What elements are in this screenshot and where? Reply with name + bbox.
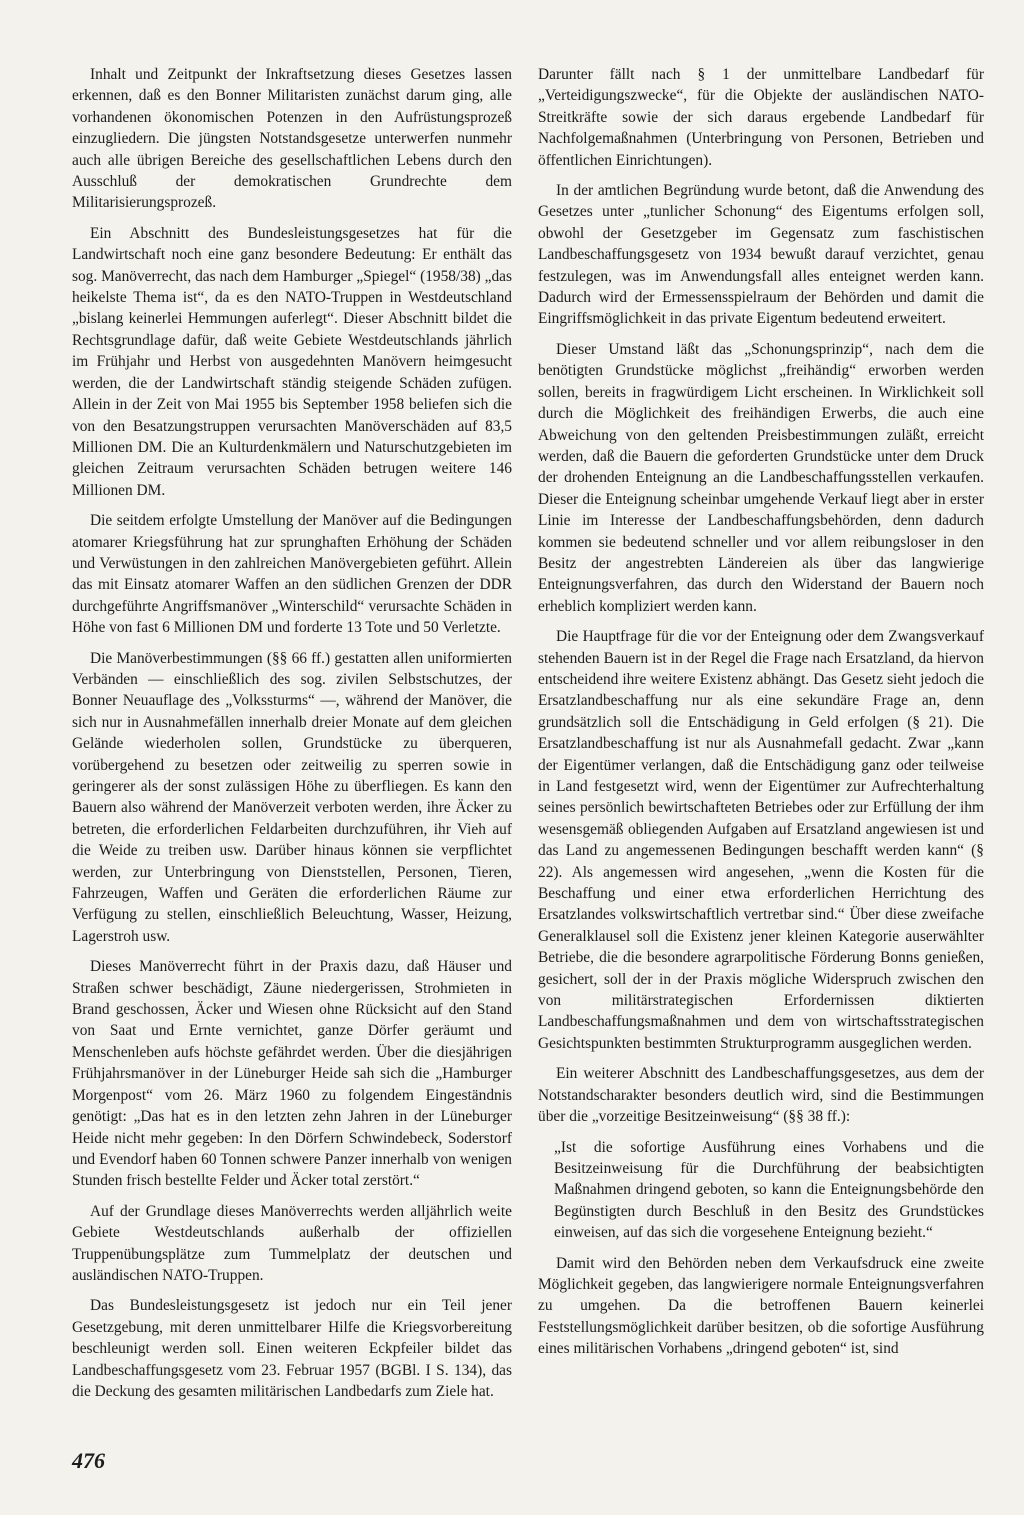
- left-column: [72, 64, 512, 1411]
- page-number: 476: [72, 1448, 105, 1473]
- paragraph: Dieses Manöverrecht führt in der Praxis dazu, daß Häuser und Straßen schwer beschädigt, Zäune niedergerissen, Strohmieten in Brand geschossen, Äcker und Wiesen ohne Rücksicht auf den Stand von Saat und Ernte vernichtet, ganze Dörfer geräumt und Menschenleben aufs höchste gefährdet werden. Über die diesjährigen Frühjahrsmanöver in der Lüneburger Heide sah sich die „Hamburger Morgenpost“ vom 26. März 1960 zu folgendem Eingeständnis genötigt: „Das hat es in den letzten zehn Jahren in der Lüneburger Heide nicht mehr gegeben: In den Dörfern Schwindebeck, Soderstorf und Evendorf haben 60 Tonnen schwere Panzer innerhalb von wenigen Stunden frisch bestellte Felder und Äcker total zerstört.“: [72, 958, 512, 1190]
- paragraph: Die Manöverbestimmungen (§§ 66 ff.) gestatten allen uniformierten Verbänden — einschließlich des sog. zivilen Selbstschutzes, der Bonner Neuauflage des „Volkssturms“ —, während der Manöver, die sich nur in Ausnahmefällen innerhalb dreier Monate auf dem gleichen Gelände wiederholen sollen, Grundstücke zu überqueren, vorübergehend zu besetzen oder zeitweilig zu sperren sowie in geringerer als der sonst zulässigen Höhe zu überfliegen. Es kann den Bauern also während der Manöverzeit verboten werden, ihre Äcker zu betreten, die erforderlichen Feldarbeiten durchzuführen, ihr Vieh auf die Weide zu treiben usw. Darüber hinaus können sie verpflichtet werden, zur Unterbringung von Dienststellen, Personen, Tieren, Fahrzeugen, Waffen und Geräten die erforderlichen Räume zur Verfügung zu stellen, einschließlich Beleuchtung, Wasser, Heizung, Lagerstroh usw.: [72, 649, 512, 945]
- paragraph: Inhalt und Zeitpunkt der Inkraftsetzung dieses Gesetzes lassen erkennen, daß es den Bonner Militaristen zunächst darum ging, alle vorhandenen ökonomischen Potenzen in den Aufrüstungsprozeß einzugliedern. Die jüngsten Notstandsgesetze unterwerfen nunmehr auch alle übrigen Bereiche des gesellschaftlichen Lebens durch den Ausschluß der demokratischen Grundrechte dem Militarisierungsprozeß.: [72, 66, 512, 212]
- paragraph: Die Hauptfrage für die vor der Enteignung oder dem Zwangsverkauf stehenden Bauern ist in der Regel die Frage nach Ersatzland, da hiervon entscheidend ihre weitere Existenz abhängt. Das Gesetz sieht jedoch die Ersatzlandbeschaffung nur als eine sekundäre Frage an, denn grundsätzlich soll die Entschädigung in Geld erfolgen (§ 21). Die Ersatzlandbeschaffung ist nur als Ausnahmefall gedacht. Zwar „kann der Eigentümer verlangen, daß die Entschädigung ganz oder teilweise in Land festgesetzt wird, wenn der Eigentümer zur Aufrechterhaltung seines persönlich bewirtschafteten Betriebes oder zur Erfüllung der ihm wesensgemäß obliegenden Aufgaben auf Ersatzland angewiesen ist und das Land zu angemessenen Bedingungen beschafft werden kann“ (§ 22). Als angemessen wird angesehen, „wenn die Kosten für die Beschaffung und einer etwa erforderlichen Herrichtung des Ersatzlandes volkswirtschaftlich vertretbar sind.“ Über diese zweifache Generalklausel soll die Existenz jener kleinen Kategorie auserwählter Betriebe, die die besondere agrarpolitische Förderung Bonns genießen, gesichert, soll der in der Praxis mögliche Widerspruch zwischen den von militärstrategischen Erfordernissen diktierten Landbeschaffungsmaßnahmen und dem von wirtschaftsstrategischen Gesichtspunkten bestimmten Strukturprogramm ausgeglichen werden.: [538, 628, 984, 1052]
- block-quote: „Ist die sofortige Ausführung eines Vorhabens und die Besitzeinweisung für die Durchführung der beabsichtigten Maßnahmen dringend geboten, so kann die Enteignungsbehörde den Begünstigten durch Beschluß in den Besitz des Grundstückes einweisen, auf das sich die vorgesehene Enteignung bezieht.“: [554, 1138, 984, 1242]
- paragraph: Darunter fällt nach § 1 der unmittelbare Landbedarf für „Verteidigungszwecke“, für die Objekte der ausländischen NATO-Streitkräfte sowie der sich daraus ergebende Landbedarf für Nachfolgemaßnahmen (Unterbringung von Personen, Betrieben und öffentlichen Einrichtungen).: [538, 66, 984, 169]
- paragraph: Auf der Grundlage dieses Manöverrechts werden alljährlich weite Gebiete Westdeutschlands außerhalb der offiziellen Truppenübungsplätze zum Tummelplatz der deutschen und ausländischen NATO-Truppen.: [72, 1202, 512, 1284]
- paragraph: Ein Abschnitt des Bundesleistungsgesetzes hat für die Landwirtschaft noch eine ganz besondere Bedeutung: Er enthält das sog. Manöverrecht, das nach dem Hamburger „Spiegel“ (1958/38) „das heikelste Thema ist“, da es den NATO-Truppen in Westdeutschland „bislang keinerlei Hemmungen auferlegt“. Dieser Abschnitt bildet die Rechtsgrundlage dafür, daß weite Gebiete Westdeutschlands jährlich im Frühjahr und Herbst von ausgedehnten Manövern heimgesucht werden, die der Landwirtschaft ständig steigende Schäden zufügen. Allein in der Zeit von Mai 1955 bis September 1958 beliefen sich die von den Besatzungstruppen verursachten Manöverschäden auf 83,5 Millionen DM. Die an Kulturdenkmälern und Naturschutzgebieten im gleichen Zeitraum verursachten Schäden betrugen weitere 146 Millionen DM.: [72, 224, 512, 499]
- paragraph: In der amtlichen Begründung wurde betont, daß die Anwendung des Gesetzes unter „tunlicher Schonung“ des Eigentums erfolgen soll, obwohl der Gesetzgeber im Gegensatz zum faschistischen Landbeschaffungsgesetz von 1934 bewußt darauf verzichtet, genau festzulegen, was im Anwendungsfall alles enteignet werden kann. Dadurch wird der Ermessensspielraum der Behörden und damit die Eingriffsmöglichkeit in das private Eigentum bedeutend erweitert.: [538, 182, 984, 328]
- right-column: [538, 64, 984, 1369]
- paragraph: Die seitdem erfolgte Umstellung der Manöver auf die Bedingungen atomarer Kriegsführung hat zur sprunghaften Erhöhung der Schäden und Verwüstungen in den zahlreichen Manövergebieten geführt. Allein das mit Einsatz atomarer Waffen an den südlichen Grenzen der DDR durchgeführte Angriffsmanöver „Winterschild“ verursachte Schäden in Höhe von fast 6 Millionen DM und forderte 13 Tote und 50 Verletzte.: [72, 512, 512, 637]
- paragraph: Damit wird den Behörden neben dem Verkaufsdruck eine zweite Möglichkeit gegeben, das langwierigere normale Enteignungsverfahren zu umgehen. Da die betroffenen Bauern keinerlei Feststellungsmöglichkeit darüber besitzen, ob die sofortige Ausführung eines militärischen Vorhabens „dringend geboten“ ist, sind: [538, 1254, 984, 1358]
- paragraph: Das Bundesleistungsgesetz ist jedoch nur ein Teil jener Gesetzgebung, mit deren unmittelbarer Hilfe die Kriegsvorbereitung beschleunigt werden soll. Einen weiteren Eckpfeiler bildet das Landbeschaffungsgesetz vom 23. Februar 1957 (BGBl. I S. 134), das die Deckung des gesamten militärischen Landbedarfs zum Ziele hat.: [72, 1297, 512, 1400]
- paragraph: Ein weiterer Abschnitt des Landbeschaffungsgesetzes, aus dem der Notstandscharakter besonders deutlich wird, sind die Bestimmungen über die „vorzeitige Besitzeinweisung“ (§§ 38 ff.):: [538, 1065, 984, 1126]
- paragraph: Dieser Umstand läßt das „Schonungsprinzip“, nach dem die benötigten Grundstücke möglichst „freihändig“ erworben werden sollen, bereits in fragwürdigem Licht erscheinen. In Wirklichkeit soll durch die Möglichkeit des freihändigen Erwerbs, die auch eine Abweichung von den geltenden Preisbestimmungen zuläßt, erreicht werden, daß die Bauern die geforderten Grundstücke unter dem Druck der drohenden Enteignung an die Landbeschaffungsstellen verkaufen. Dieser die Enteignung scheinbar umgehende Verkauf liegt aber in erster Linie im Interesse der Landbeschaffungsbehörden, denn dadurch kommen sie bedeutend schneller und vor allem reibungsloser in den Besitz der angestrebten Ländereien als über das langwierige Enteignungsverfahren, das durch den Widerstand der Bauern noch erheblich kompliziert werden kann.: [538, 340, 984, 615]
